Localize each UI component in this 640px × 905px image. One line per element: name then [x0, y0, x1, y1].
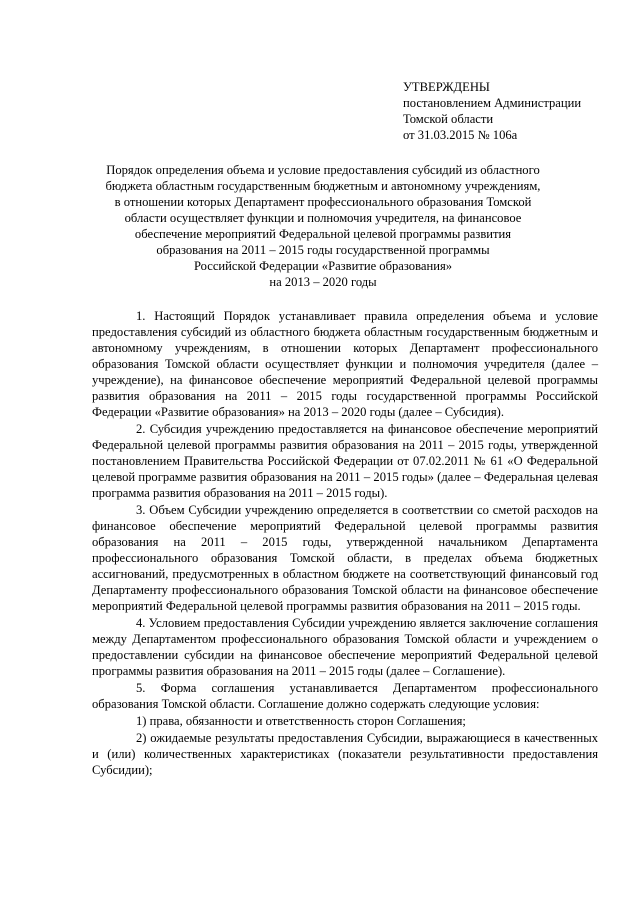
- list-item-2: 2) ожидаемые результаты предоставления Субсидии, выражающиеся в качественных и (или) количественных характеристиках (показатели результативности предоставления Субсидии);: [92, 731, 598, 777]
- title-line: на 2013 – 2020 годы: [269, 275, 377, 289]
- paragraph-3: 3. Объем Субсидии учреждению определяется в соответствии со сметой расходов на финансовое обеспечение мероприятий Федеральной целевой программы развития образования на 2011 – 2015 годы, утвержденной начальником Департамента профессионального образования Томской области, в пределах объема бюджетных ассигнований, предусмотренных в областном бюджете на соответствующий финансовый год Департаменту профессионального образования Томской области на финансовое обеспечение мероприятий Федеральной целевой программы развития образования на 2011 – 2015 годы.: [92, 503, 598, 613]
- paragraph-4: 4. Условием предоставления Субсидии учреждению является заключение соглашения между Департаментом профессионального образования Томской области и учреждением о предоставлении субсидии на финансовое обеспечение мероприятий Федеральной целевой программы развития образования на 2011 – 2015 годы (далее – Соглашение).: [92, 616, 598, 678]
- approval-stamp: [403, 79, 581, 143]
- title-line: обеспечение мероприятий Федеральной целевой программы развития: [134, 227, 512, 241]
- list-item-1: 1) права, обязанности и ответственность сторон Соглашения;: [136, 714, 466, 728]
- paragraph-5: 5. Форма соглашения устанавливается Департаментом профессионального образования Томской области. Соглашение должно содержать следующие условия:: [92, 681, 598, 711]
- title-line: области осуществляет функции и полномочия учредителя, на финансовое: [124, 211, 522, 225]
- title-line: образования на 2011 – 2015 годы государственной программы: [156, 243, 490, 257]
- approval-line-4: от 31.03.2015 № 106а: [403, 128, 518, 142]
- approval-line-2: постановлением Администрации: [403, 96, 582, 110]
- document-title: [96, 162, 550, 290]
- paragraph-1: 1. Настоящий Порядок устанавливает правила определения объема и условие предоставления субсидий из областного бюджета областным государственным бюджетным и автономному учреждениям, в отношении которых Департамент профессионального образования Томской области осуществляет функции и полномочия учредителя (далее – учреждение), на финансовое обеспечение мероприятий Федеральной целевой программы развития образования на 2011 – 2015 годы государственной программы Российской Федерации «Развитие образования» на 2013 – 2020 годы (далее – Субсидия).: [92, 309, 598, 419]
- paragraph-2: 2. Субсидия учреждению предоставляется на финансовое обеспечение мероприятий Федеральной целевой программы развития образования на 2011 – 2015 годы, утвержденной постановлением Правительства Российской Федерации от 07.02.2011 № 61 «О Федеральной целевой программе развития образования на 2011 – 2015 годы» (далее – Федеральная целевая программа развития образования на 2011 – 2015 годы).: [92, 422, 598, 500]
- title-line: в отношении которых Департамент профессионального образования Томской: [114, 195, 532, 209]
- title-line: Порядок определения объема и условие предоставления субсидий из областного: [106, 163, 540, 177]
- title-line: бюджета областным государственным бюджетным и автономному учреждениям,: [105, 179, 541, 193]
- title-line: Российской Федерации «Развитие образования»: [193, 259, 453, 273]
- document-body: [92, 308, 598, 779]
- approval-line-3: Томской области: [403, 112, 494, 126]
- approval-line-1: УТВЕРЖДЕНЫ: [403, 80, 490, 94]
